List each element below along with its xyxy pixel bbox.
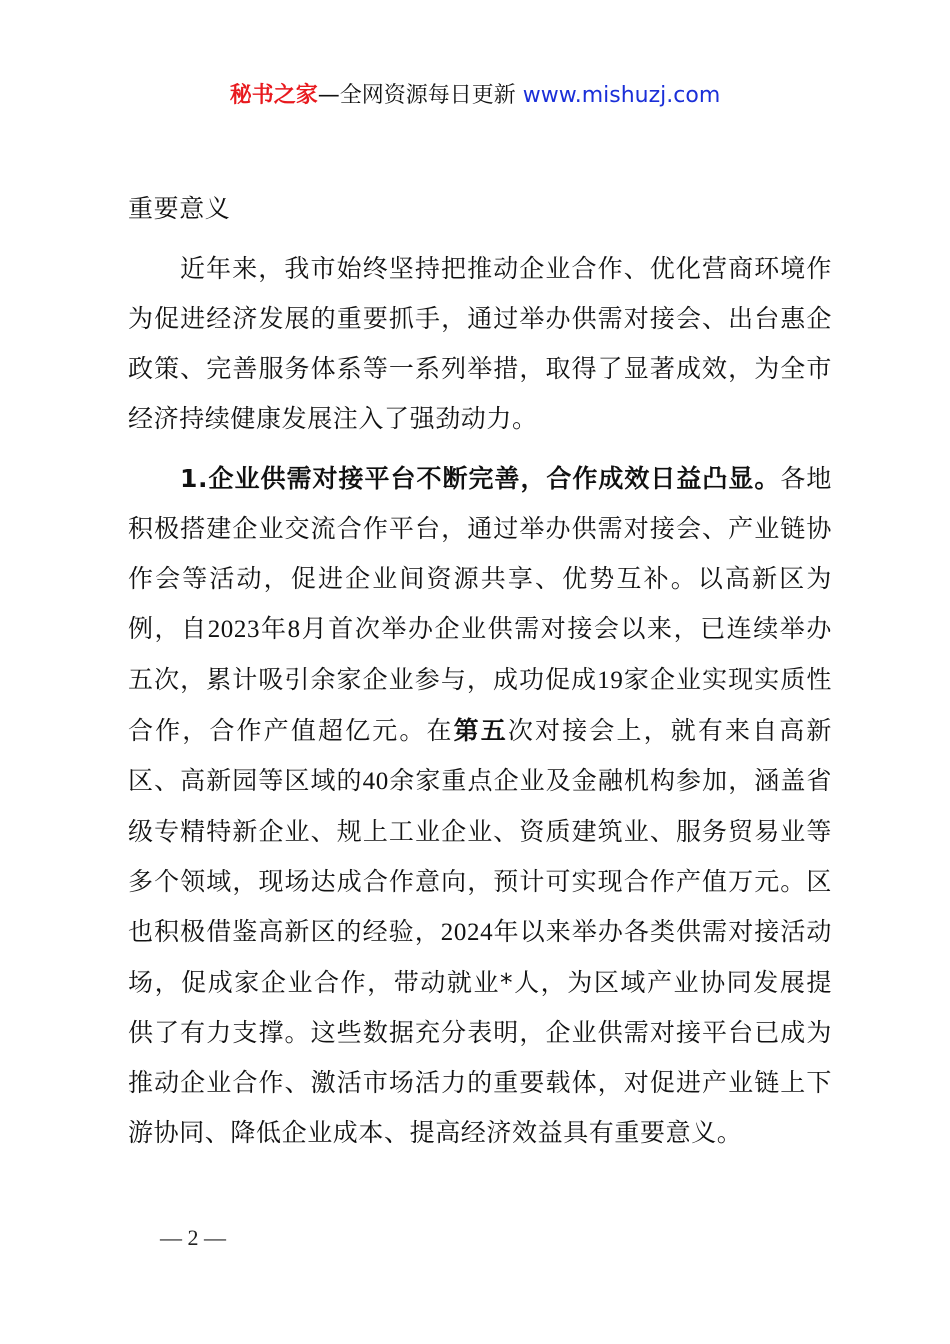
number-2023: 2023 [207, 616, 261, 643]
document-body [128, 184, 832, 1158]
bold-fifth: 第五 [453, 716, 508, 745]
header-brand: 秘书之家 [229, 83, 318, 108]
carryover-text: 重要意义 [128, 194, 231, 223]
paragraph-intro: 近年来，我市始终坚持把推动企业合作、优化营商环境作为促进经济发展的重要抓手，通过举办供需对接会、出台惠企政策、完善服务体系等一系列举措，取得了显著成效，为全市经济持续健康发展注入了强劲动力。 [128, 254, 832, 433]
number-2024: 2024 [440, 919, 494, 946]
number-40: 40 [362, 768, 389, 795]
page-number: — 2 — [160, 1225, 226, 1250]
number-8: 8 [287, 616, 301, 643]
header-site-link[interactable]: www.mishuzj.com [522, 83, 721, 108]
paragraph-section-1: 1.企业供需对接平台不断完善，合作成效日益凸显。各地积极搭建企业交流合作平台，通过举办供需对接会、产业链协作会等活动，促进企业间资源共享、优势互补。以高新区为例，自2023年8月首次举办企业供需对接会以来，已连续举办五次，累计吸引余家企业参与，成功促成19家企业实现实质性合作，合作产值超亿元。在第五次对接会上，就有来自高新区、高新园等区域的40余家重点企业及金融机构参加，涵盖省级专精特新企业、规上工业企业、资质建筑业、服务贸易业等多个领域，现场达成合作意向，预计可实现合作产值万元。区也积极借鉴高新区的经验，2024年以来举办各类供需对接活动场，促成家企业合作，带动就业*人，为区域产业协同发展提供了有力支撑。这些数据充分表明，企业供需对接平台已成为推动企业合作、激活市场活力的重要载体，对促进产业链上下游协同、降低企业成本、提高经济效益具有重要意义。 [128, 464, 833, 1147]
section-heading: 1.企业供需对接平台不断完善，合作成效日益凸显。 [180, 464, 781, 493]
number-19: 19 [597, 667, 624, 694]
header-tagline: —全网资源每日更新 [317, 83, 523, 108]
watermark-header [0, 80, 950, 112]
